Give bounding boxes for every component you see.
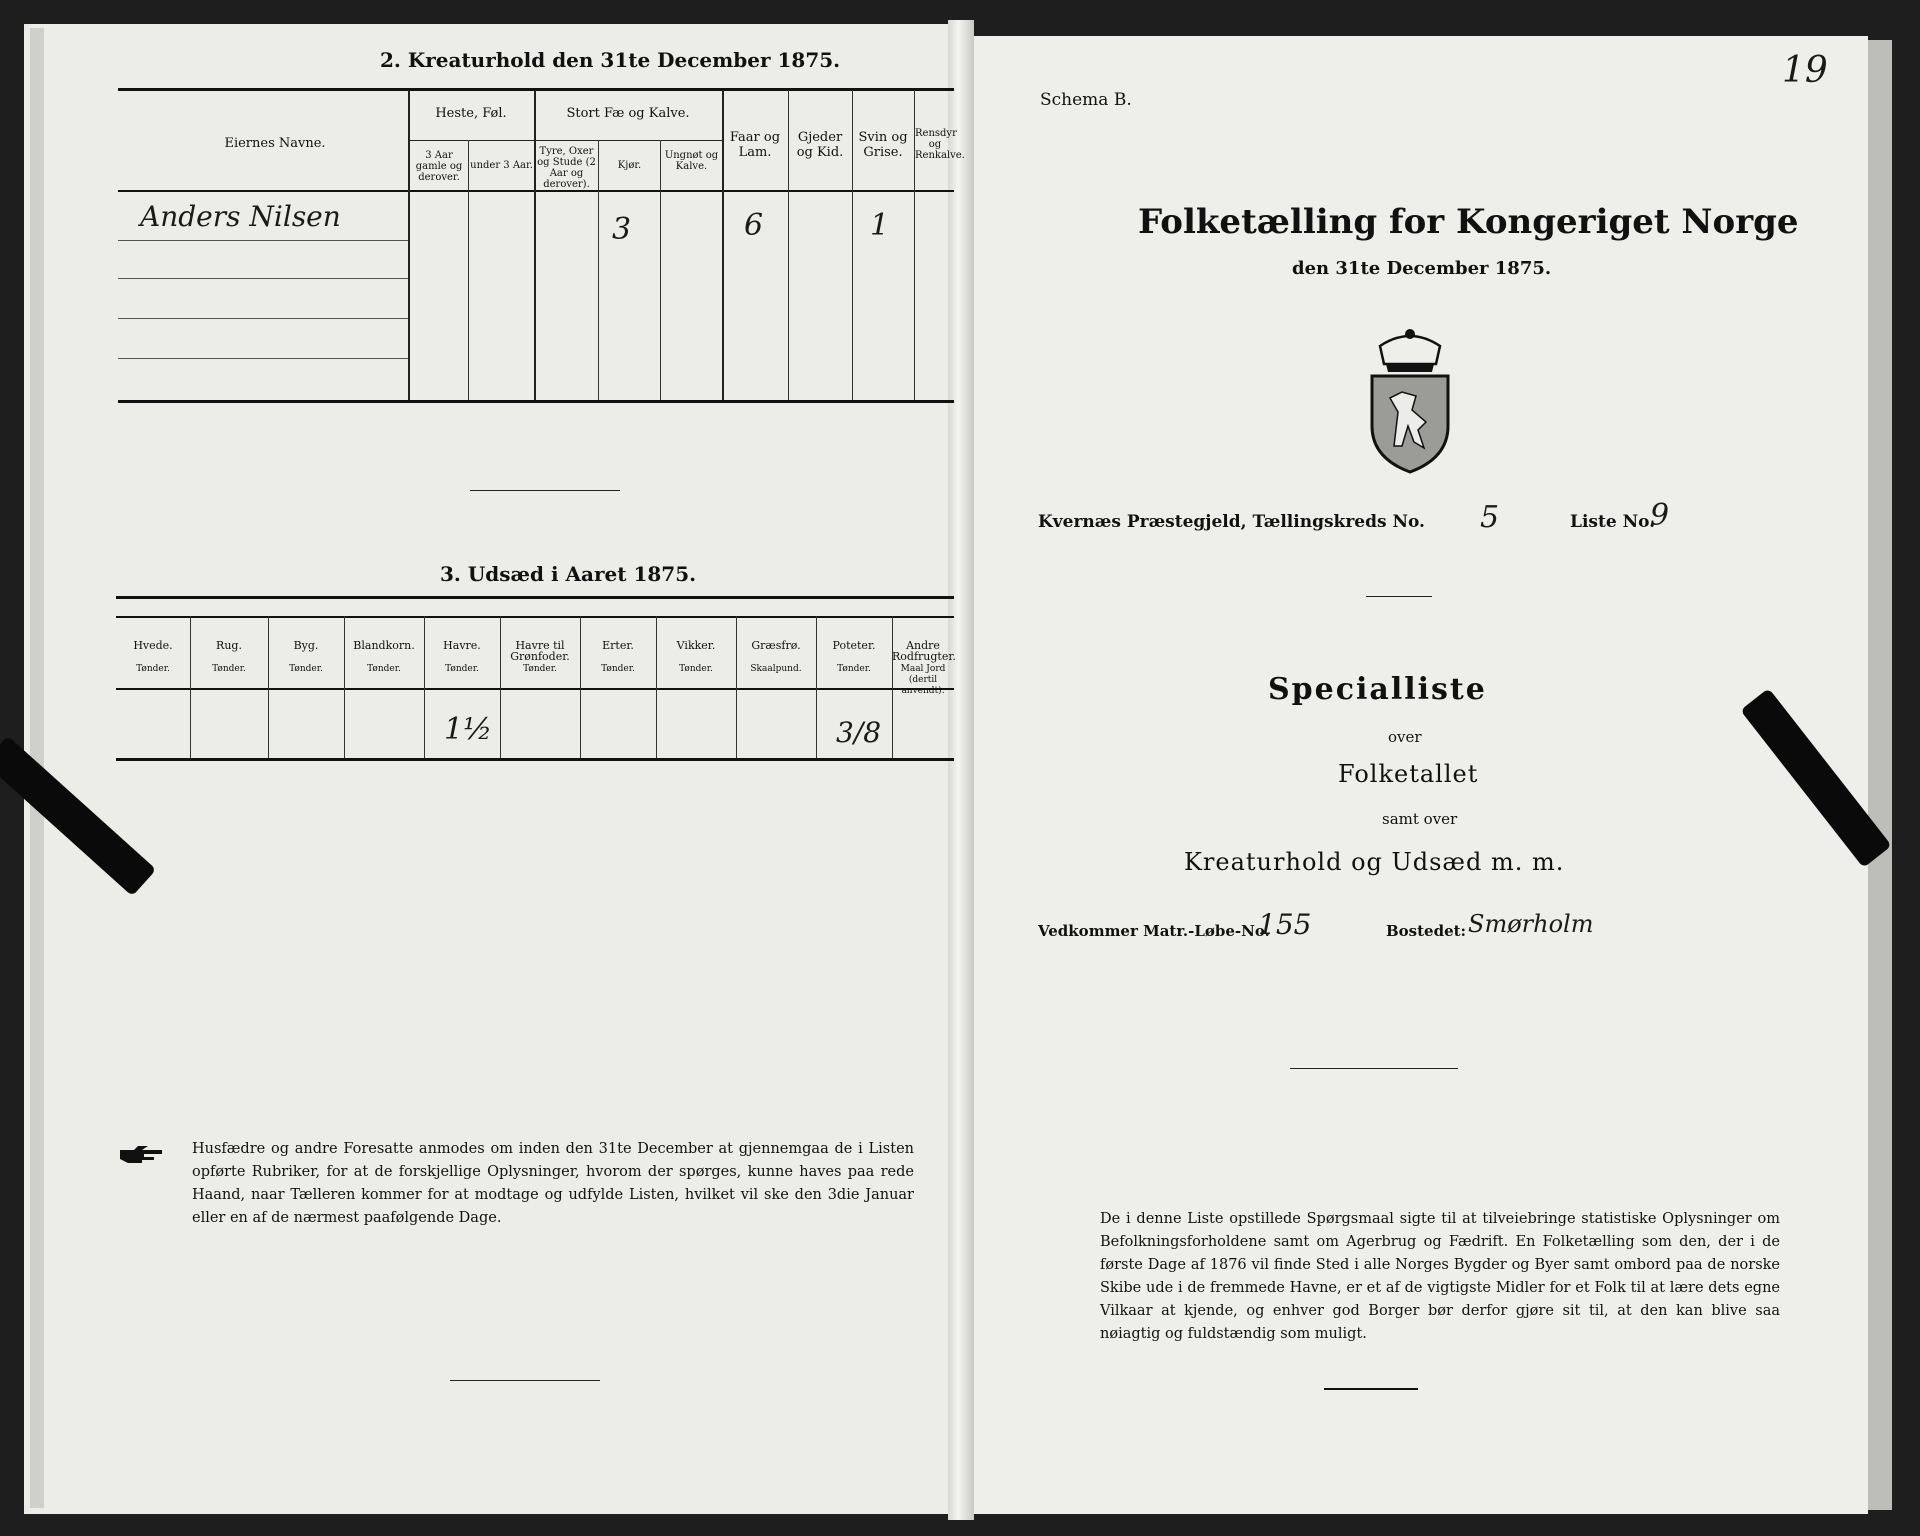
table3-col-unit: Tønder.	[601, 664, 635, 674]
separator	[450, 1380, 600, 1381]
table3-col-line	[816, 616, 817, 758]
table2-row-line	[118, 278, 408, 279]
table3-col-unit: Tønder.	[523, 664, 557, 674]
table2-header-rule	[118, 190, 954, 192]
table3-col-line	[344, 616, 345, 758]
table3-col-unit: Maal Jord (dertil anvendt).	[900, 664, 946, 696]
table3-second-rule	[116, 616, 954, 618]
section2-title: 2. Kreaturhold den 31te December 1875.	[380, 48, 841, 72]
liste-label: Liste No.	[1570, 512, 1656, 532]
value-sheep: 6	[744, 208, 764, 243]
value-pigs: 1	[870, 208, 890, 243]
table3-col-name: Poteter.	[832, 639, 876, 652]
table3-col-unit: Tønder.	[289, 664, 323, 674]
table3-col-name: Rug.	[216, 639, 242, 652]
table3-col-name: Andre Rodfrugter.	[892, 639, 956, 663]
right-page-edge	[1868, 40, 1892, 1510]
parish-label: Kvernæs Præstegjeld, Tællingskreds No.	[1038, 512, 1425, 532]
header-horses-b: under 3 Aar.	[470, 160, 533, 171]
header-sheep: Faar og Lam.	[729, 130, 781, 160]
header-reindeer: Rensdyr og Renkalve.	[915, 128, 965, 161]
matr-number: 155	[1258, 908, 1312, 941]
page-number: 19	[1782, 50, 1828, 91]
table3-col-line	[656, 616, 657, 758]
value-poteter: 3/8	[836, 716, 882, 749]
table2-top-rule	[118, 88, 954, 91]
table3-col-line	[580, 616, 581, 758]
specialliste-title: Specialliste	[1268, 672, 1487, 707]
samt-over-text: samt over	[1382, 810, 1458, 828]
header-owner: Eiernes Navne.	[224, 136, 326, 151]
cattle-subrule	[534, 140, 722, 141]
table3-col-line	[500, 616, 501, 758]
table3-header-rule	[116, 688, 954, 690]
table2-col-line	[408, 90, 410, 400]
separator	[1290, 1068, 1458, 1069]
header-horses-a: 3 Aar gamle og derover.	[415, 150, 463, 183]
table3-col-unit: Tønder.	[212, 664, 246, 674]
header-cattle-b: Kjør.	[617, 160, 642, 171]
bostedet-value: Smørholm	[1468, 910, 1594, 938]
table3-col-name: Havre.	[443, 639, 481, 652]
table2-row-line	[118, 318, 408, 319]
table3-col-unit: Tønder.	[445, 664, 479, 674]
table2-col-line	[598, 140, 599, 400]
matr-label: Vedkommer Matr.-Løbe-No.	[1038, 922, 1270, 940]
header-cattle-c: Ungnøt og Kalve.	[664, 150, 719, 172]
table3-col-name: Blandkorn.	[353, 639, 415, 652]
table2-col-line	[534, 90, 536, 400]
table3-top-rule	[116, 596, 954, 599]
table3-col-name: Græsfrø.	[751, 639, 801, 652]
table3-col-name: Havre til Grønfoder.	[510, 639, 570, 663]
bostedet-label: Bostedet:	[1386, 922, 1467, 940]
folketallet-text: Folketallet	[1338, 760, 1479, 788]
schema-label: Schema B.	[1040, 90, 1132, 110]
coat-of-arms-icon	[1360, 326, 1460, 474]
table3-col-unit: Tønder.	[367, 664, 401, 674]
table3-col-unit: Skaalpund.	[750, 664, 802, 674]
kreds-number: 5	[1480, 500, 1500, 535]
horses-subrule	[408, 140, 534, 141]
header-cattle: Stort Fæ og Kalve.	[566, 106, 690, 121]
table3-col-name: Erter.	[602, 639, 634, 652]
census-paragraph: De i denne Liste opstillede Spørgsmaal sigte til at tilveiebringe statistiske Oplysninger om Befolkningsforholdene samt om Agerbrug og Fædrift. En Folketælling som den, der i de første Dage af 1876 vil finde Sted i alle Norges Bygder og Byer samt ombord paa de norske Skibe ude i de fremmede Havne, er et af de vigtigste Midler for et Folk til at lære dets egne Vilkaar at kjende, og enhver god Borger bør derfor gjøre sit til, at den kan blive saa nøiagtig og fuldstændig som muligt.	[1100, 1211, 1780, 1342]
header-cattle-a: Tyre, Oxer og Stude (2 Aar og derover).	[537, 146, 596, 190]
book-gutter	[948, 20, 974, 1520]
separator	[470, 490, 620, 491]
table3-col-unit: Tønder.	[837, 664, 871, 674]
header-horses: Heste, Føl.	[435, 106, 507, 121]
table3-col-line	[736, 616, 737, 758]
table2-row-line	[118, 240, 408, 241]
separator	[1366, 596, 1432, 597]
table3-col-name: Vikker.	[676, 639, 716, 652]
census-title: Folketælling for Kongeriget Norge	[1138, 202, 1799, 242]
owner-name: Anders Nilsen	[140, 200, 341, 233]
table2-col-line	[660, 140, 661, 400]
notice-text: Husfædre og andre Foresatte anmodes om inden den 31te December at gjennemgaa de i Listen opførte Rubriker, for at de forskjellige Oplysninger, hvorom der spørges, kunne haves paa rede Haand, naar Tælleren kommer for at modtage og udfylde Listen, hvilket vil ske den 3die Januar eller en af de nærmest paafølgende Dage.	[192, 1141, 914, 1226]
table3-col-unit: Tønder.	[136, 664, 170, 674]
table2-col-line	[468, 140, 469, 400]
table3-col-name: Hvede.	[133, 639, 173, 652]
table3-col-line	[424, 616, 425, 758]
value-cows: 3	[612, 212, 632, 247]
value-havre: 1½	[444, 712, 493, 747]
table3-col-line	[268, 616, 269, 758]
table3-col-line	[190, 616, 191, 758]
left-page	[24, 24, 965, 1514]
pointing-hand-icon	[118, 1144, 164, 1166]
liste-number: 9	[1650, 498, 1670, 533]
kreaturhold-text: Kreaturhold og Udsæd m. m.	[1184, 848, 1565, 876]
table3-col-name: Byg.	[293, 639, 319, 652]
table2-row-line	[118, 358, 408, 359]
table2-bottom-rule	[118, 400, 954, 403]
separator	[1324, 1388, 1418, 1390]
section3-title: 3. Udsæd i Aaret 1875.	[440, 562, 697, 586]
census-date: den 31te December 1875.	[1292, 258, 1552, 279]
table3-col-unit: Tønder.	[679, 664, 713, 674]
table3-bottom-rule	[116, 758, 954, 761]
over-text-1: over	[1388, 728, 1422, 746]
header-goats: Gjeder og Kid.	[796, 130, 844, 160]
header-pigs: Svin og Grise.	[858, 130, 908, 160]
